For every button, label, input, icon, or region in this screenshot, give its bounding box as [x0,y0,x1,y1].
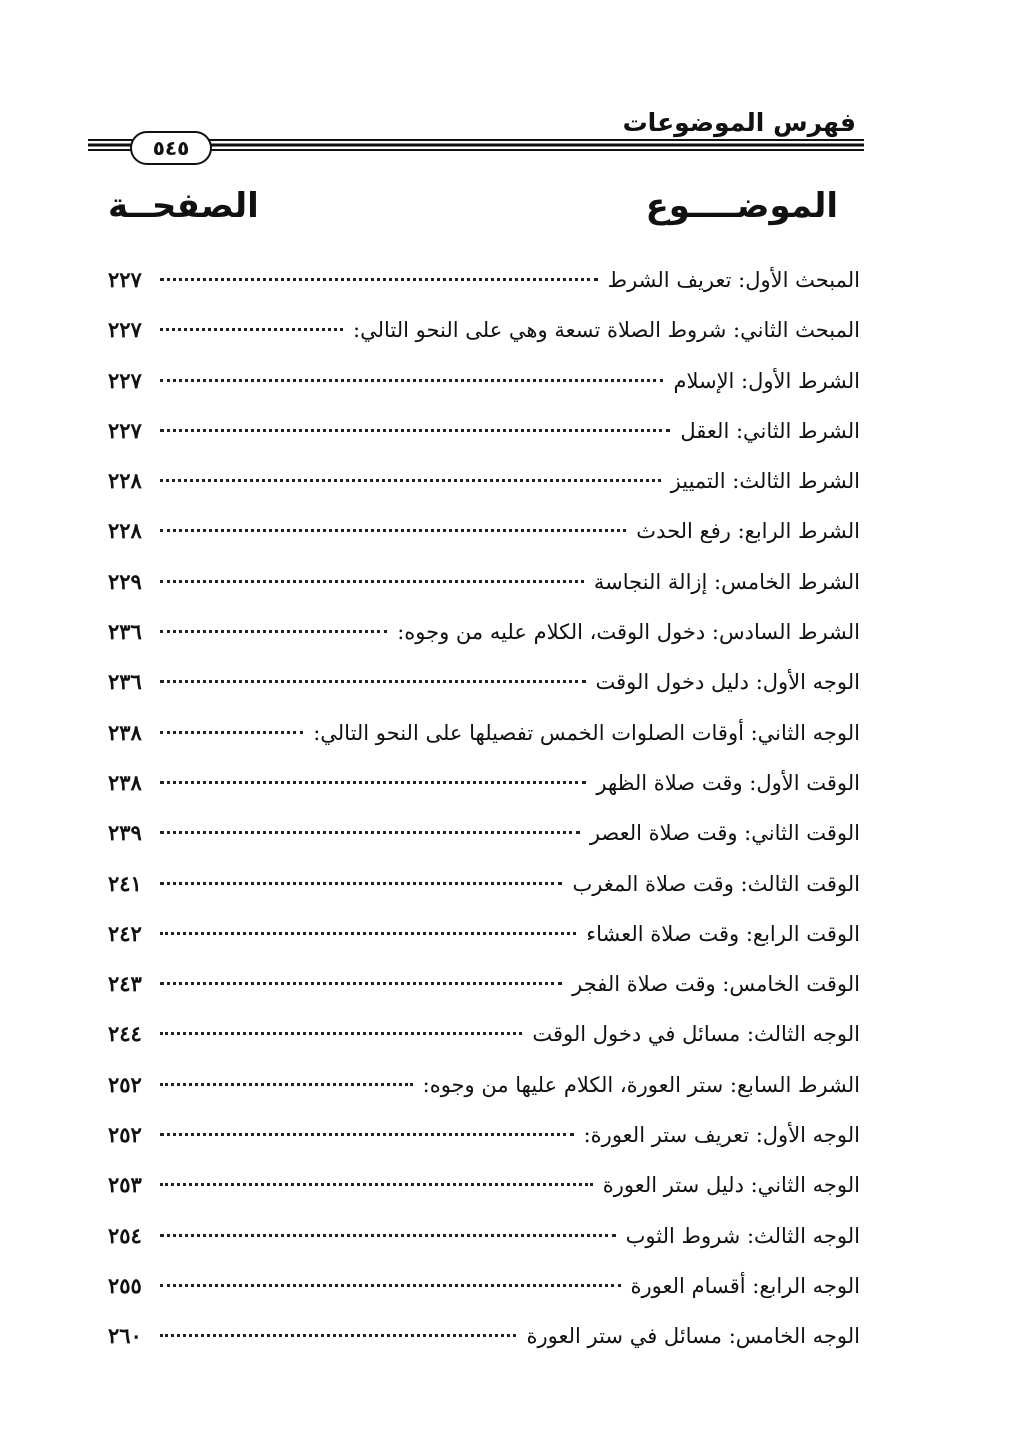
dot-leader [160,932,576,935]
toc-entry-title: الوجه الثالث: شروط الثوب [625,1223,860,1248]
toc-entry-page: ٢٤٢ [108,920,142,946]
toc-entry [108,557,860,607]
dot-leader [160,1133,574,1136]
toc-entry-page: ٢٥٤ [108,1222,142,1248]
dot-leader [160,982,562,985]
toc-entry [108,607,860,657]
dot-leader [160,1183,593,1186]
dot-leader [160,580,584,583]
toc-entry-page: ٢٣٩ [108,820,142,846]
dot-leader [160,630,387,633]
toc-entry-title: الشرط السابع: ستر العورة، الكلام عليها من وجوه: [422,1072,860,1097]
dot-leader [160,328,343,331]
toc-entry-title: الوجه الرابع: أقسام العورة [630,1273,860,1298]
toc-entry-page: ٢٢٧ [108,267,142,292]
toc-entry-page: ٢٥٢ [108,1071,142,1097]
page-number: ٥٤٥ [130,131,212,165]
toc-entry-title: الوجه الأول: تعريف ستر العورة: [583,1123,860,1148]
toc-entry-page: ٢٥٣ [108,1172,142,1198]
toc-entry-page: ٢٣٦ [108,619,142,645]
toc-entry [108,305,860,355]
toc-entry-page: ٢٢٧ [108,367,142,393]
toc-entry [108,456,860,506]
toc-entry [108,255,860,305]
toc-entry-title: الشرط الأول: الإسلام [673,368,860,393]
dot-leader [160,1334,516,1337]
toc-entry-page: ٢٦٠ [108,1323,142,1349]
toc-entry-title: الوقت الثالث: وقت صلاة المغرب [572,871,860,896]
dot-leader [160,882,562,885]
toc-entry-title: الوجه الأول: دليل دخول الوقت [595,670,860,695]
toc-entry-page: ٢٤٤ [108,1021,142,1047]
dot-leader [160,529,626,532]
dot-leader [160,781,586,784]
toc-entry [108,1311,860,1361]
toc-entry-title: الوقت الأول: وقت صلاة الظهر [596,770,860,795]
toc-entry-page: ٢٢٨ [108,468,142,494]
toc-entry-title: الشرط الخامس: إزالة النجاسة [593,569,860,594]
toc-entry [108,406,860,456]
dot-leader [160,1234,616,1237]
dot-leader [160,479,661,482]
toc-entry-title: الشرط الرابع: رفع الحدث [636,519,860,544]
toc-entry-page: ٢٣٨ [108,769,142,795]
toc-entry-title: الوجه الثالث: مسائل في دخول الوقت [532,1022,860,1047]
toc-entry-title: الشرط الثالث: التمييز [670,469,860,494]
toc-list [108,255,860,1362]
toc-entry-page: ٢٥٥ [108,1272,142,1298]
toc-entry-page: ٢٣٦ [108,669,142,695]
toc-entry [108,506,860,556]
toc-entry-title: الوجه الثاني: أوقات الصلوات الخمس تفصيلها على النحو التالي: [313,720,860,745]
running-title: فهرس الموضوعات [622,108,856,137]
toc-entry-title: الوجه الخامس: مسائل في ستر العورة [526,1324,860,1349]
toc-entry-title: الوقت الرابع: وقت صلاة العشاء [586,921,860,946]
toc-entry [108,1110,860,1160]
dot-leader [160,429,670,432]
toc-entry [108,959,860,1009]
toc-entry [108,1060,860,1110]
toc-entry [108,859,860,909]
subject-column-heading: الموضــــوع [645,186,838,226]
toc-entry-page: ٢٢٩ [108,568,142,594]
dot-leader [160,1032,522,1035]
toc-entry-title: الوجه الثاني: دليل ستر العورة [602,1173,860,1198]
page-column-heading: الصفحــة [108,186,259,226]
toc-entry-title: المبحث الأول: تعريف الشرط [607,268,860,292]
toc-entry-title: الوقت الخامس: وقت صلاة الفجر [572,972,860,997]
dot-leader [160,379,663,382]
toc-entry [108,1009,860,1059]
toc-entry [108,1211,860,1261]
toc-entry [108,909,860,959]
toc-entry [108,1160,860,1210]
dot-leader [160,1284,621,1287]
toc-entry-page: ٢٢٧ [108,417,142,443]
toc-entry-title: المبحث الثاني: شروط الصلاة تسعة وهي على النحو التالي: [353,318,860,343]
dot-leader [160,278,598,281]
toc-entry [108,758,860,808]
toc-entry-page: ٢٢٧ [108,317,142,343]
toc-entry [108,1261,860,1311]
toc-entry-page: ٢٢٨ [108,518,142,544]
dot-leader [160,831,580,834]
dot-leader [160,680,586,683]
dot-leader [160,1083,413,1086]
toc-entry [108,708,860,758]
toc-entry-page: ٢٤١ [108,870,142,896]
toc-entry-page: ٢٣٨ [108,719,142,745]
toc-entry-title: الشرط الثاني: العقل [680,418,860,443]
toc-entry [108,356,860,406]
toc-entry-title: الوقت الثاني: وقت صلاة العصر [589,821,860,846]
dot-leader [160,731,303,734]
toc-entry [108,657,860,707]
toc-entry-page: ٢٤٣ [108,971,142,997]
toc-entry-page: ٢٥٢ [108,1122,142,1148]
toc-entry [108,808,860,858]
toc-entry-title: الشرط السادس: دخول الوقت، الكلام عليه من وجوه: [397,620,860,645]
